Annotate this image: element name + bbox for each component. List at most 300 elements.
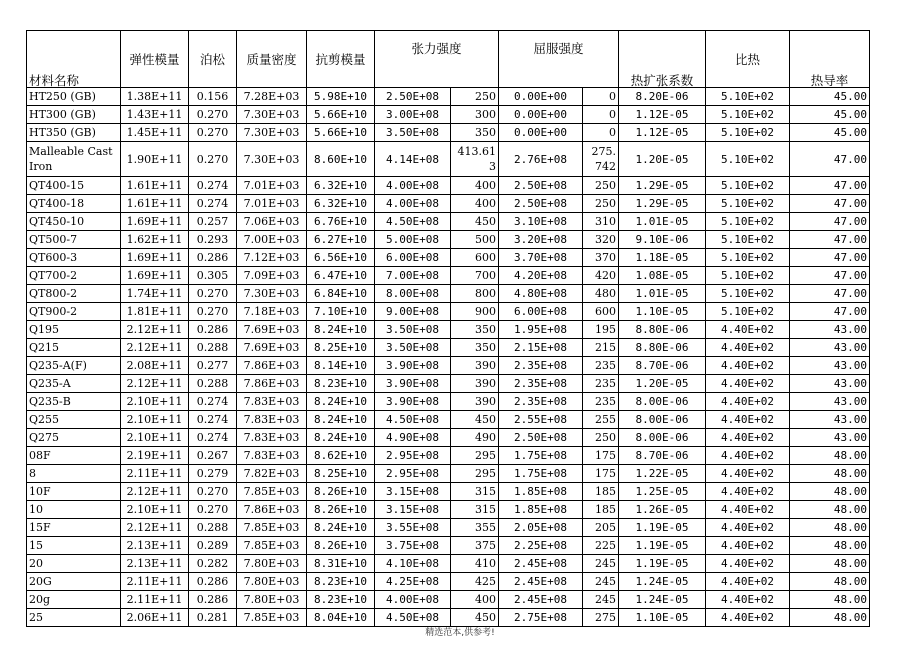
table-cell: 0.277	[189, 357, 237, 375]
table-cell: 1.43E+11	[121, 106, 189, 124]
table-cell: 700	[451, 267, 499, 285]
table-cell: QT900-2	[27, 303, 121, 321]
table-cell: QT400-18	[27, 195, 121, 213]
table-cell: 245	[583, 555, 619, 573]
table-cell: 0.281	[189, 609, 237, 627]
table-cell: 0.270	[189, 303, 237, 321]
table-cell: 7.80E+03	[237, 573, 307, 591]
table-cell: 7.86E+03	[237, 375, 307, 393]
table-cell: 48.00	[790, 573, 870, 591]
table-cell: 20g	[27, 591, 121, 609]
table-cell: 5.10E+02	[706, 285, 790, 303]
table-cell: 7.86E+03	[237, 357, 307, 375]
table-cell: 1.24E-05	[619, 573, 706, 591]
table-cell: 4.40E+02	[706, 555, 790, 573]
table-row	[27, 429, 870, 447]
table-cell: 320	[583, 231, 619, 249]
table-cell: 48.00	[790, 501, 870, 519]
table-cell: 7.09E+03	[237, 267, 307, 285]
table-cell: 2.11E+11	[121, 573, 189, 591]
table-cell: 2.06E+11	[121, 609, 189, 627]
table-cell: 43.00	[790, 375, 870, 393]
table-cell: 350	[451, 321, 499, 339]
table-cell: 5.10E+02	[706, 88, 790, 106]
table-cell: 43.00	[790, 321, 870, 339]
table-cell: 8.24E+10	[307, 519, 375, 537]
table-cell: 7.00E+03	[237, 231, 307, 249]
table-cell: 48.00	[790, 519, 870, 537]
table-cell: 2.15E+08	[499, 339, 583, 357]
table-cell: 1.20E-05	[619, 375, 706, 393]
table-cell: 8.70E-06	[619, 447, 706, 465]
table-cell: 2.11E+11	[121, 465, 189, 483]
table-row	[27, 142, 870, 177]
table-cell: HT300 (GB)	[27, 106, 121, 124]
table-cell: 315	[451, 501, 499, 519]
table-cell: 8.26E+10	[307, 537, 375, 555]
table-cell: 5.10E+02	[706, 195, 790, 213]
table-cell: 43.00	[790, 357, 870, 375]
table-cell: 4.00E+08	[375, 177, 451, 195]
table-cell: 1.81E+11	[121, 303, 189, 321]
table-cell: 0	[583, 124, 619, 142]
table-cell: 43.00	[790, 429, 870, 447]
table-cell: 4.40E+02	[706, 609, 790, 627]
table-cell: 0.270	[189, 142, 237, 177]
table-cell: 8.23E+10	[307, 591, 375, 609]
table-cell: 7.01E+03	[237, 177, 307, 195]
table-row	[27, 465, 870, 483]
table-cell: 8.00E-06	[619, 429, 706, 447]
table-cell: 9.00E+08	[375, 303, 451, 321]
table-cell: 7.83E+03	[237, 393, 307, 411]
table-cell: 0.286	[189, 591, 237, 609]
page-footer: 精选范本,供参考!	[425, 628, 495, 638]
table-cell: 4.40E+02	[706, 447, 790, 465]
table-cell: 350	[451, 339, 499, 357]
table-cell: Q235-A(F)	[27, 357, 121, 375]
table-cell: 5.10E+02	[706, 231, 790, 249]
table-cell: 4.40E+02	[706, 573, 790, 591]
table-cell: Q235-B	[27, 393, 121, 411]
table-cell: 7.83E+03	[237, 429, 307, 447]
table-cell: 20	[27, 555, 121, 573]
table-cell: 310	[583, 213, 619, 231]
table-cell: 420	[583, 267, 619, 285]
table-cell: 1.24E-05	[619, 591, 706, 609]
table-row	[27, 357, 870, 375]
table-cell: 4.40E+02	[706, 519, 790, 537]
table-cell: 0.00E+00	[499, 124, 583, 142]
header-density: 质量密度	[237, 31, 307, 88]
table-cell: 4.40E+02	[706, 537, 790, 555]
table-cell: 450	[451, 213, 499, 231]
table-cell: 4.80E+08	[499, 285, 583, 303]
table-cell: 2.95E+08	[375, 465, 451, 483]
table-cell: 1.69E+11	[121, 213, 189, 231]
table-row	[27, 106, 870, 124]
table-cell: 45.00	[790, 124, 870, 142]
table-cell: 400	[451, 591, 499, 609]
table-cell: 2.13E+11	[121, 537, 189, 555]
table-cell: 8.80E-06	[619, 321, 706, 339]
table-cell: 8.26E+10	[307, 501, 375, 519]
table-cell: 48.00	[790, 483, 870, 501]
table-cell: 3.50E+08	[375, 124, 451, 142]
table-cell: 47.00	[790, 303, 870, 321]
table-cell: 4.50E+08	[375, 411, 451, 429]
table-cell: 2.10E+11	[121, 501, 189, 519]
table-cell: 20G	[27, 573, 121, 591]
table-cell: 3.75E+08	[375, 537, 451, 555]
table-cell: 480	[583, 285, 619, 303]
table-cell: 0.289	[189, 537, 237, 555]
table-cell: 2.75E+08	[499, 609, 583, 627]
table-row	[27, 483, 870, 501]
table-cell: 2.10E+11	[121, 429, 189, 447]
header-elastic-modulus: 弹性模量	[121, 31, 189, 88]
table-cell: 3.15E+08	[375, 501, 451, 519]
table-cell: 1.10E-05	[619, 609, 706, 627]
table-cell: 5.10E+02	[706, 106, 790, 124]
table-cell: 8.62E+10	[307, 447, 375, 465]
table-cell: 205	[583, 519, 619, 537]
table-cell: 0.288	[189, 375, 237, 393]
table-cell: 08F	[27, 447, 121, 465]
table-cell: 0	[583, 88, 619, 106]
table-cell: 7.30E+03	[237, 106, 307, 124]
table-cell: 8.25E+10	[307, 339, 375, 357]
table-cell: 0.286	[189, 321, 237, 339]
table-cell: 1.25E-05	[619, 483, 706, 501]
table-cell: 10F	[27, 483, 121, 501]
table-cell: 48.00	[790, 609, 870, 627]
table-cell: 390	[451, 393, 499, 411]
table-cell: 5.10E+02	[706, 303, 790, 321]
table-cell: Malleable Cast Iron	[27, 142, 121, 177]
header-thermal-expansion: 热扩张系数	[619, 31, 706, 88]
table-cell: 1.19E-05	[619, 555, 706, 573]
table-cell: 2.10E+11	[121, 411, 189, 429]
table-cell: 250	[451, 88, 499, 106]
table-cell: 2.50E+08	[499, 429, 583, 447]
table-cell: 7.69E+03	[237, 339, 307, 357]
table-cell: 4.40E+02	[706, 357, 790, 375]
table-cell: 6.27E+10	[307, 231, 375, 249]
table-cell: 7.85E+03	[237, 483, 307, 501]
table-cell: 1.85E+08	[499, 501, 583, 519]
table-cell: 1.61E+11	[121, 177, 189, 195]
table-cell: 4.00E+08	[375, 195, 451, 213]
table-cell: 48.00	[790, 537, 870, 555]
table-row	[27, 339, 870, 357]
table-cell: 7.82E+03	[237, 465, 307, 483]
table-row	[27, 609, 870, 627]
table-row	[27, 573, 870, 591]
table-cell: 2.45E+08	[499, 555, 583, 573]
table-cell: 8.23E+10	[307, 375, 375, 393]
table-cell: 0.286	[189, 249, 237, 267]
table-cell: 1.08E-05	[619, 267, 706, 285]
table-cell: 800	[451, 285, 499, 303]
table-cell: 4.40E+02	[706, 411, 790, 429]
table-cell: 0.274	[189, 393, 237, 411]
table-cell: 6.56E+10	[307, 249, 375, 267]
material-properties-table	[26, 30, 870, 627]
table-cell: 225	[583, 537, 619, 555]
table-row	[27, 303, 870, 321]
table-cell: HT350 (GB)	[27, 124, 121, 142]
table-row	[27, 177, 870, 195]
table-cell: 4.40E+02	[706, 375, 790, 393]
table-cell: Q215	[27, 339, 121, 357]
table-cell: 410	[451, 555, 499, 573]
table-cell: 6.76E+10	[307, 213, 375, 231]
table-cell: 355	[451, 519, 499, 537]
table-cell: 7.28E+03	[237, 88, 307, 106]
table-cell: 8.26E+10	[307, 483, 375, 501]
table-cell: 8.20E-06	[619, 88, 706, 106]
table-cell: 245	[583, 573, 619, 591]
table-cell: 47.00	[790, 213, 870, 231]
table-cell: 8	[27, 465, 121, 483]
table-cell: 0.267	[189, 447, 237, 465]
table-cell: 1.38E+11	[121, 88, 189, 106]
table-cell: 2.95E+08	[375, 447, 451, 465]
table-cell: 900	[451, 303, 499, 321]
table-cell: 4.40E+02	[706, 501, 790, 519]
table-cell: 47.00	[790, 285, 870, 303]
table-cell: 45.00	[790, 106, 870, 124]
table-cell: 4.40E+02	[706, 339, 790, 357]
table-cell: 7.18E+03	[237, 303, 307, 321]
table-cell: 375	[451, 537, 499, 555]
table-row	[27, 537, 870, 555]
table-cell: 2.12E+11	[121, 483, 189, 501]
table-cell: 235	[583, 393, 619, 411]
table-cell: 7.85E+03	[237, 537, 307, 555]
table-cell: 3.50E+08	[375, 321, 451, 339]
table-cell: 7.80E+03	[237, 591, 307, 609]
table-cell: 8.00E-06	[619, 411, 706, 429]
table-cell: 6.84E+10	[307, 285, 375, 303]
table-cell: 400	[451, 195, 499, 213]
table-cell: 4.40E+02	[706, 483, 790, 501]
table-cell: 5.98E+10	[307, 88, 375, 106]
table-cell: 245	[583, 591, 619, 609]
header-material-name: 材料名称	[27, 31, 121, 88]
table-cell: 370	[583, 249, 619, 267]
table-cell: 7.85E+03	[237, 519, 307, 537]
table-cell: 1.69E+11	[121, 249, 189, 267]
table-cell: 350	[451, 124, 499, 142]
table-cell: 0.274	[189, 177, 237, 195]
table-cell: 1.12E-05	[619, 124, 706, 142]
table-cell: 4.00E+08	[375, 591, 451, 609]
table-cell: 4.40E+02	[706, 591, 790, 609]
table-cell: 5.66E+10	[307, 106, 375, 124]
table-cell: 0.293	[189, 231, 237, 249]
table-cell: 47.00	[790, 195, 870, 213]
table-cell: 490	[451, 429, 499, 447]
header-yield-strength: 屈服强度	[499, 31, 619, 88]
table-cell: 2.35E+08	[499, 375, 583, 393]
table-cell: 0.270	[189, 124, 237, 142]
table-cell: 2.05E+08	[499, 519, 583, 537]
table-row	[27, 88, 870, 106]
table-cell: 195	[583, 321, 619, 339]
table-cell: 500	[451, 231, 499, 249]
table-cell: 0.270	[189, 285, 237, 303]
table-cell: 7.30E+03	[237, 124, 307, 142]
table-cell: 4.25E+08	[375, 573, 451, 591]
header-thermal-conductivity: 热导率	[790, 31, 870, 88]
table-cell: Q275	[27, 429, 121, 447]
table-cell: 7.06E+03	[237, 213, 307, 231]
table-cell: 390	[451, 357, 499, 375]
table-cell: 8.24E+10	[307, 411, 375, 429]
table-cell: 2.35E+08	[499, 393, 583, 411]
table-cell: 2.11E+11	[121, 591, 189, 609]
table-cell: 1.29E-05	[619, 177, 706, 195]
table-cell: 400	[451, 177, 499, 195]
table-cell: 2.13E+11	[121, 555, 189, 573]
table-row	[27, 321, 870, 339]
table-cell: QT600-3	[27, 249, 121, 267]
table-cell: 2.12E+11	[121, 321, 189, 339]
table-cell: 600	[451, 249, 499, 267]
table-cell: 8.00E+08	[375, 285, 451, 303]
table-row	[27, 519, 870, 537]
table-cell: 8.31E+10	[307, 555, 375, 573]
table-row	[27, 555, 870, 573]
table-cell: Q195	[27, 321, 121, 339]
table-cell: QT400-15	[27, 177, 121, 195]
table-cell: 255	[583, 411, 619, 429]
table-row	[27, 447, 870, 465]
table-cell: 1.20E-05	[619, 142, 706, 177]
table-cell: 2.50E+08	[499, 177, 583, 195]
table-cell: 43.00	[790, 393, 870, 411]
table-cell: 413.613	[451, 142, 499, 177]
table-row	[27, 393, 870, 411]
table-cell: 7.83E+03	[237, 411, 307, 429]
table-row	[27, 285, 870, 303]
table-cell: 0.00E+00	[499, 88, 583, 106]
header-tensile-strength: 张力强度	[375, 31, 499, 88]
table-cell: 6.32E+10	[307, 195, 375, 213]
table-cell: 47.00	[790, 142, 870, 177]
table-cell: 8.00E-06	[619, 393, 706, 411]
table-cell: 7.86E+03	[237, 501, 307, 519]
table-cell: 8.23E+10	[307, 573, 375, 591]
table-cell: 48.00	[790, 555, 870, 573]
table-cell: 1.10E-05	[619, 303, 706, 321]
table-cell: 4.10E+08	[375, 555, 451, 573]
table-cell: 390	[451, 375, 499, 393]
table-cell: 8.24E+10	[307, 429, 375, 447]
table-cell: 7.30E+03	[237, 285, 307, 303]
table-cell: 250	[583, 177, 619, 195]
table-cell: QT700-2	[27, 267, 121, 285]
table-row	[27, 213, 870, 231]
table-cell: 8.14E+10	[307, 357, 375, 375]
table-cell: 600	[583, 303, 619, 321]
table-cell: 5.10E+02	[706, 177, 790, 195]
table-cell: 4.40E+02	[706, 321, 790, 339]
table-cell: 6.00E+08	[375, 249, 451, 267]
table-cell: 5.10E+02	[706, 213, 790, 231]
table-cell: 185	[583, 483, 619, 501]
table-cell: 1.75E+08	[499, 465, 583, 483]
table-cell: 1.74E+11	[121, 285, 189, 303]
table-cell: QT800-2	[27, 285, 121, 303]
table-cell: 48.00	[790, 447, 870, 465]
table-cell: 25	[27, 609, 121, 627]
table-row	[27, 501, 870, 519]
table-cell: 6.47E+10	[307, 267, 375, 285]
table-cell: 3.20E+08	[499, 231, 583, 249]
table-cell: 1.61E+11	[121, 195, 189, 213]
table-cell: 1.12E-05	[619, 106, 706, 124]
table-cell: 8.24E+10	[307, 393, 375, 411]
table-cell: 1.95E+08	[499, 321, 583, 339]
table-cell: 3.55E+08	[375, 519, 451, 537]
table-cell: 0.288	[189, 339, 237, 357]
table-cell: 175	[583, 447, 619, 465]
table-cell: 5.10E+02	[706, 124, 790, 142]
table-cell: 0.274	[189, 429, 237, 447]
table-cell: 0.257	[189, 213, 237, 231]
table-cell: 2.12E+11	[121, 375, 189, 393]
table-cell: 8.24E+10	[307, 321, 375, 339]
table-cell: 6.32E+10	[307, 177, 375, 195]
header-row	[27, 31, 870, 88]
table-cell: 0.270	[189, 106, 237, 124]
header-poisson: 泊松	[189, 31, 237, 88]
table-cell: 0.279	[189, 465, 237, 483]
table-row	[27, 267, 870, 285]
table-cell: 48.00	[790, 591, 870, 609]
table-cell: 2.12E+11	[121, 339, 189, 357]
table-cell: 2.35E+08	[499, 357, 583, 375]
table-cell: 7.10E+10	[307, 303, 375, 321]
table-cell: 3.90E+08	[375, 393, 451, 411]
table-cell: 7.01E+03	[237, 195, 307, 213]
table-cell: 45.00	[790, 88, 870, 106]
table-cell: 1.29E-05	[619, 195, 706, 213]
table-cell: 47.00	[790, 267, 870, 285]
table-cell: 450	[451, 411, 499, 429]
table-cell: 175	[583, 465, 619, 483]
table-cell: 185	[583, 501, 619, 519]
table-cell: 1.75E+08	[499, 447, 583, 465]
table-cell: 450	[451, 609, 499, 627]
table-cell: 1.01E-05	[619, 285, 706, 303]
table-cell: 7.30E+03	[237, 142, 307, 177]
table-cell: 250	[583, 429, 619, 447]
table-cell: 5.00E+08	[375, 231, 451, 249]
table-cell: 3.50E+08	[375, 339, 451, 357]
table-cell: 15F	[27, 519, 121, 537]
table-cell: 7.12E+03	[237, 249, 307, 267]
table-cell: 7.80E+03	[237, 555, 307, 573]
table-cell: 4.40E+02	[706, 429, 790, 447]
table-cell: 275.742	[583, 142, 619, 177]
table-row	[27, 124, 870, 142]
table-cell: 1.85E+08	[499, 483, 583, 501]
table-cell: 2.12E+11	[121, 519, 189, 537]
